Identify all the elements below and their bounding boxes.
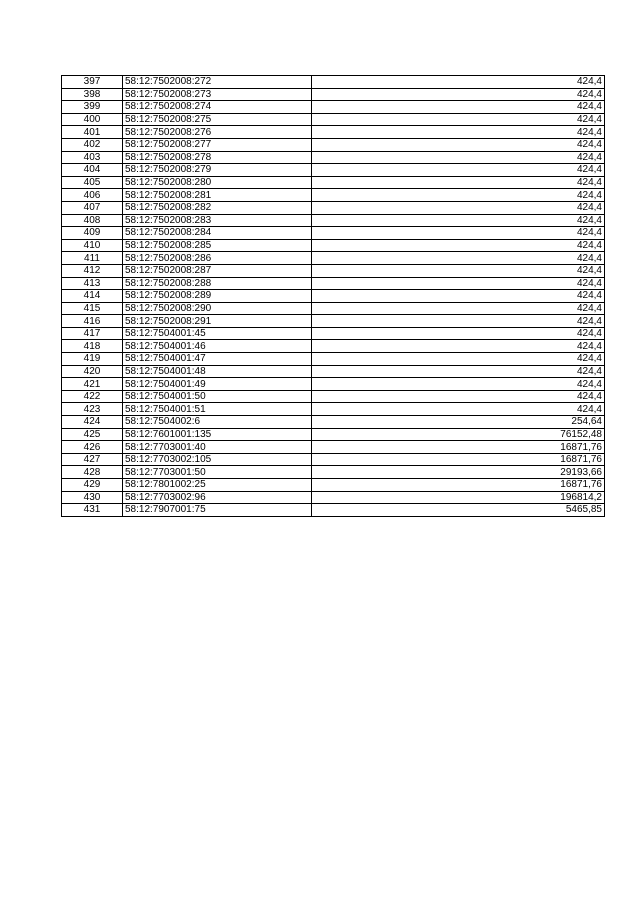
table-row <box>62 378 605 391</box>
cadastral-number-cell: 58:12:7703002:96 <box>123 491 312 504</box>
row-number-cell: 412 <box>62 264 123 277</box>
cadastral-number-cell: 58:12:7502008:277 <box>123 138 312 151</box>
table-row <box>62 453 605 466</box>
area-value-cell: 424,4 <box>312 290 605 303</box>
area-value-cell: 424,4 <box>312 201 605 214</box>
area-value-cell: 424,4 <box>312 239 605 252</box>
table-row <box>62 189 605 202</box>
row-number-cell: 405 <box>62 176 123 189</box>
area-value-cell: 424,4 <box>312 138 605 151</box>
table-row <box>62 353 605 366</box>
row-number-cell: 414 <box>62 290 123 303</box>
cadastral-number-cell: 58:12:7502008:289 <box>123 290 312 303</box>
cadastral-number-cell: 58:12:7502008:278 <box>123 151 312 164</box>
cadastral-number-cell: 58:12:7502008:287 <box>123 264 312 277</box>
cadastral-number-cell: 58:12:7504001:51 <box>123 403 312 416</box>
table-row <box>62 151 605 164</box>
cadastral-number-cell: 58:12:7601001:135 <box>123 428 312 441</box>
area-value-cell: 5465,85 <box>312 504 605 517</box>
table-row <box>62 126 605 139</box>
table-row <box>62 227 605 240</box>
cadastral-table <box>61 75 605 517</box>
row-number-cell: 417 <box>62 327 123 340</box>
row-number-cell: 410 <box>62 239 123 252</box>
area-value-cell: 424,4 <box>312 189 605 202</box>
row-number-cell: 418 <box>62 340 123 353</box>
area-value-cell: 424,4 <box>312 252 605 265</box>
cadastral-number-cell: 58:12:7703001:40 <box>123 441 312 454</box>
row-number-cell: 416 <box>62 315 123 328</box>
area-value-cell: 424,4 <box>312 390 605 403</box>
table-row <box>62 290 605 303</box>
cadastral-number-cell: 58:12:7502008:288 <box>123 277 312 290</box>
cadastral-number-cell: 58:12:7502008:276 <box>123 126 312 139</box>
row-number-cell: 431 <box>62 504 123 517</box>
cadastral-number-cell: 58:12:7504001:49 <box>123 378 312 391</box>
cadastral-number-cell: 58:12:7502008:281 <box>123 189 312 202</box>
cadastral-number-cell: 58:12:7504001:47 <box>123 353 312 366</box>
table-row <box>62 76 605 89</box>
area-value-cell: 29193,66 <box>312 466 605 479</box>
cadastral-number-cell: 58:12:7502008:272 <box>123 76 312 89</box>
row-number-cell: 428 <box>62 466 123 479</box>
cadastral-number-cell: 58:12:7502008:290 <box>123 302 312 315</box>
row-number-cell: 411 <box>62 252 123 265</box>
cadastral-number-cell: 58:12:7502008:274 <box>123 101 312 114</box>
area-value-cell: 16871,76 <box>312 479 605 492</box>
table-row <box>62 479 605 492</box>
cadastral-number-cell: 58:12:7502008:279 <box>123 164 312 177</box>
area-value-cell: 424,4 <box>312 214 605 227</box>
table-row <box>62 113 605 126</box>
row-number-cell: 403 <box>62 151 123 164</box>
table-row <box>62 264 605 277</box>
table-row <box>62 403 605 416</box>
area-value-cell: 424,4 <box>312 126 605 139</box>
area-value-cell: 424,4 <box>312 113 605 126</box>
row-number-cell: 407 <box>62 201 123 214</box>
area-value-cell: 424,4 <box>312 302 605 315</box>
table-row <box>62 416 605 429</box>
row-number-cell: 427 <box>62 453 123 466</box>
area-value-cell: 424,4 <box>312 365 605 378</box>
area-value-cell: 424,4 <box>312 88 605 101</box>
area-value-cell: 424,4 <box>312 264 605 277</box>
area-value-cell: 424,4 <box>312 164 605 177</box>
area-value-cell: 424,4 <box>312 277 605 290</box>
cadastral-number-cell: 58:12:7703001:50 <box>123 466 312 479</box>
cadastral-number-cell: 58:12:7504001:45 <box>123 327 312 340</box>
row-number-cell: 400 <box>62 113 123 126</box>
cadastral-number-cell: 58:12:7502008:284 <box>123 227 312 240</box>
cadastral-number-cell: 58:12:7502008:282 <box>123 201 312 214</box>
area-value-cell: 424,4 <box>312 101 605 114</box>
area-value-cell: 424,4 <box>312 176 605 189</box>
table-row <box>62 176 605 189</box>
table-row <box>62 466 605 479</box>
cadastral-number-cell: 58:12:7502008:291 <box>123 315 312 328</box>
table-row <box>62 315 605 328</box>
table-row <box>62 101 605 114</box>
area-value-cell: 424,4 <box>312 76 605 89</box>
cadastral-number-cell: 58:12:7504001:48 <box>123 365 312 378</box>
area-value-cell: 424,4 <box>312 227 605 240</box>
cadastral-number-cell: 58:12:7502008:273 <box>123 88 312 101</box>
cadastral-number-cell: 58:12:7502008:283 <box>123 214 312 227</box>
row-number-cell: 401 <box>62 126 123 139</box>
row-number-cell: 426 <box>62 441 123 454</box>
area-value-cell: 424,4 <box>312 151 605 164</box>
table-body <box>62 76 605 517</box>
row-number-cell: 413 <box>62 277 123 290</box>
area-value-cell: 196814,2 <box>312 491 605 504</box>
table-row <box>62 390 605 403</box>
table-row <box>62 504 605 517</box>
cadastral-number-cell: 58:12:7502008:280 <box>123 176 312 189</box>
row-number-cell: 420 <box>62 365 123 378</box>
cadastral-number-cell: 58:12:7502008:285 <box>123 239 312 252</box>
row-number-cell: 430 <box>62 491 123 504</box>
row-number-cell: 406 <box>62 189 123 202</box>
row-number-cell: 404 <box>62 164 123 177</box>
area-value-cell: 16871,76 <box>312 453 605 466</box>
row-number-cell: 423 <box>62 403 123 416</box>
row-number-cell: 402 <box>62 138 123 151</box>
table-row <box>62 252 605 265</box>
table-row <box>62 201 605 214</box>
table-row <box>62 491 605 504</box>
row-number-cell: 424 <box>62 416 123 429</box>
area-value-cell: 424,4 <box>312 327 605 340</box>
area-value-cell: 16871,76 <box>312 441 605 454</box>
row-number-cell: 409 <box>62 227 123 240</box>
table-row <box>62 239 605 252</box>
cadastral-number-cell: 58:12:7801002:25 <box>123 479 312 492</box>
table-row <box>62 164 605 177</box>
cadastral-number-cell: 58:12:7907001:75 <box>123 504 312 517</box>
row-number-cell: 419 <box>62 353 123 366</box>
cadastral-number-cell: 58:12:7703002:105 <box>123 453 312 466</box>
row-number-cell: 425 <box>62 428 123 441</box>
area-value-cell: 424,4 <box>312 315 605 328</box>
table-row <box>62 327 605 340</box>
cadastral-number-cell: 58:12:7502008:275 <box>123 113 312 126</box>
cadastral-number-cell: 58:12:7504001:46 <box>123 340 312 353</box>
row-number-cell: 429 <box>62 479 123 492</box>
cadastral-number-cell: 58:12:7504001:50 <box>123 390 312 403</box>
row-number-cell: 415 <box>62 302 123 315</box>
row-number-cell: 397 <box>62 76 123 89</box>
table-row <box>62 214 605 227</box>
table-row <box>62 340 605 353</box>
table-row <box>62 441 605 454</box>
row-number-cell: 408 <box>62 214 123 227</box>
row-number-cell: 421 <box>62 378 123 391</box>
row-number-cell: 422 <box>62 390 123 403</box>
area-value-cell: 76152,48 <box>312 428 605 441</box>
area-value-cell: 254,64 <box>312 416 605 429</box>
row-number-cell: 398 <box>62 88 123 101</box>
table-row <box>62 428 605 441</box>
area-value-cell: 424,4 <box>312 378 605 391</box>
table-row <box>62 88 605 101</box>
cadastral-number-cell: 58:12:7504002:6 <box>123 416 312 429</box>
area-value-cell: 424,4 <box>312 403 605 416</box>
area-value-cell: 424,4 <box>312 340 605 353</box>
row-number-cell: 399 <box>62 101 123 114</box>
table-row <box>62 365 605 378</box>
area-value-cell: 424,4 <box>312 353 605 366</box>
table-row <box>62 277 605 290</box>
cadastral-number-cell: 58:12:7502008:286 <box>123 252 312 265</box>
table-row <box>62 302 605 315</box>
table-row <box>62 138 605 151</box>
